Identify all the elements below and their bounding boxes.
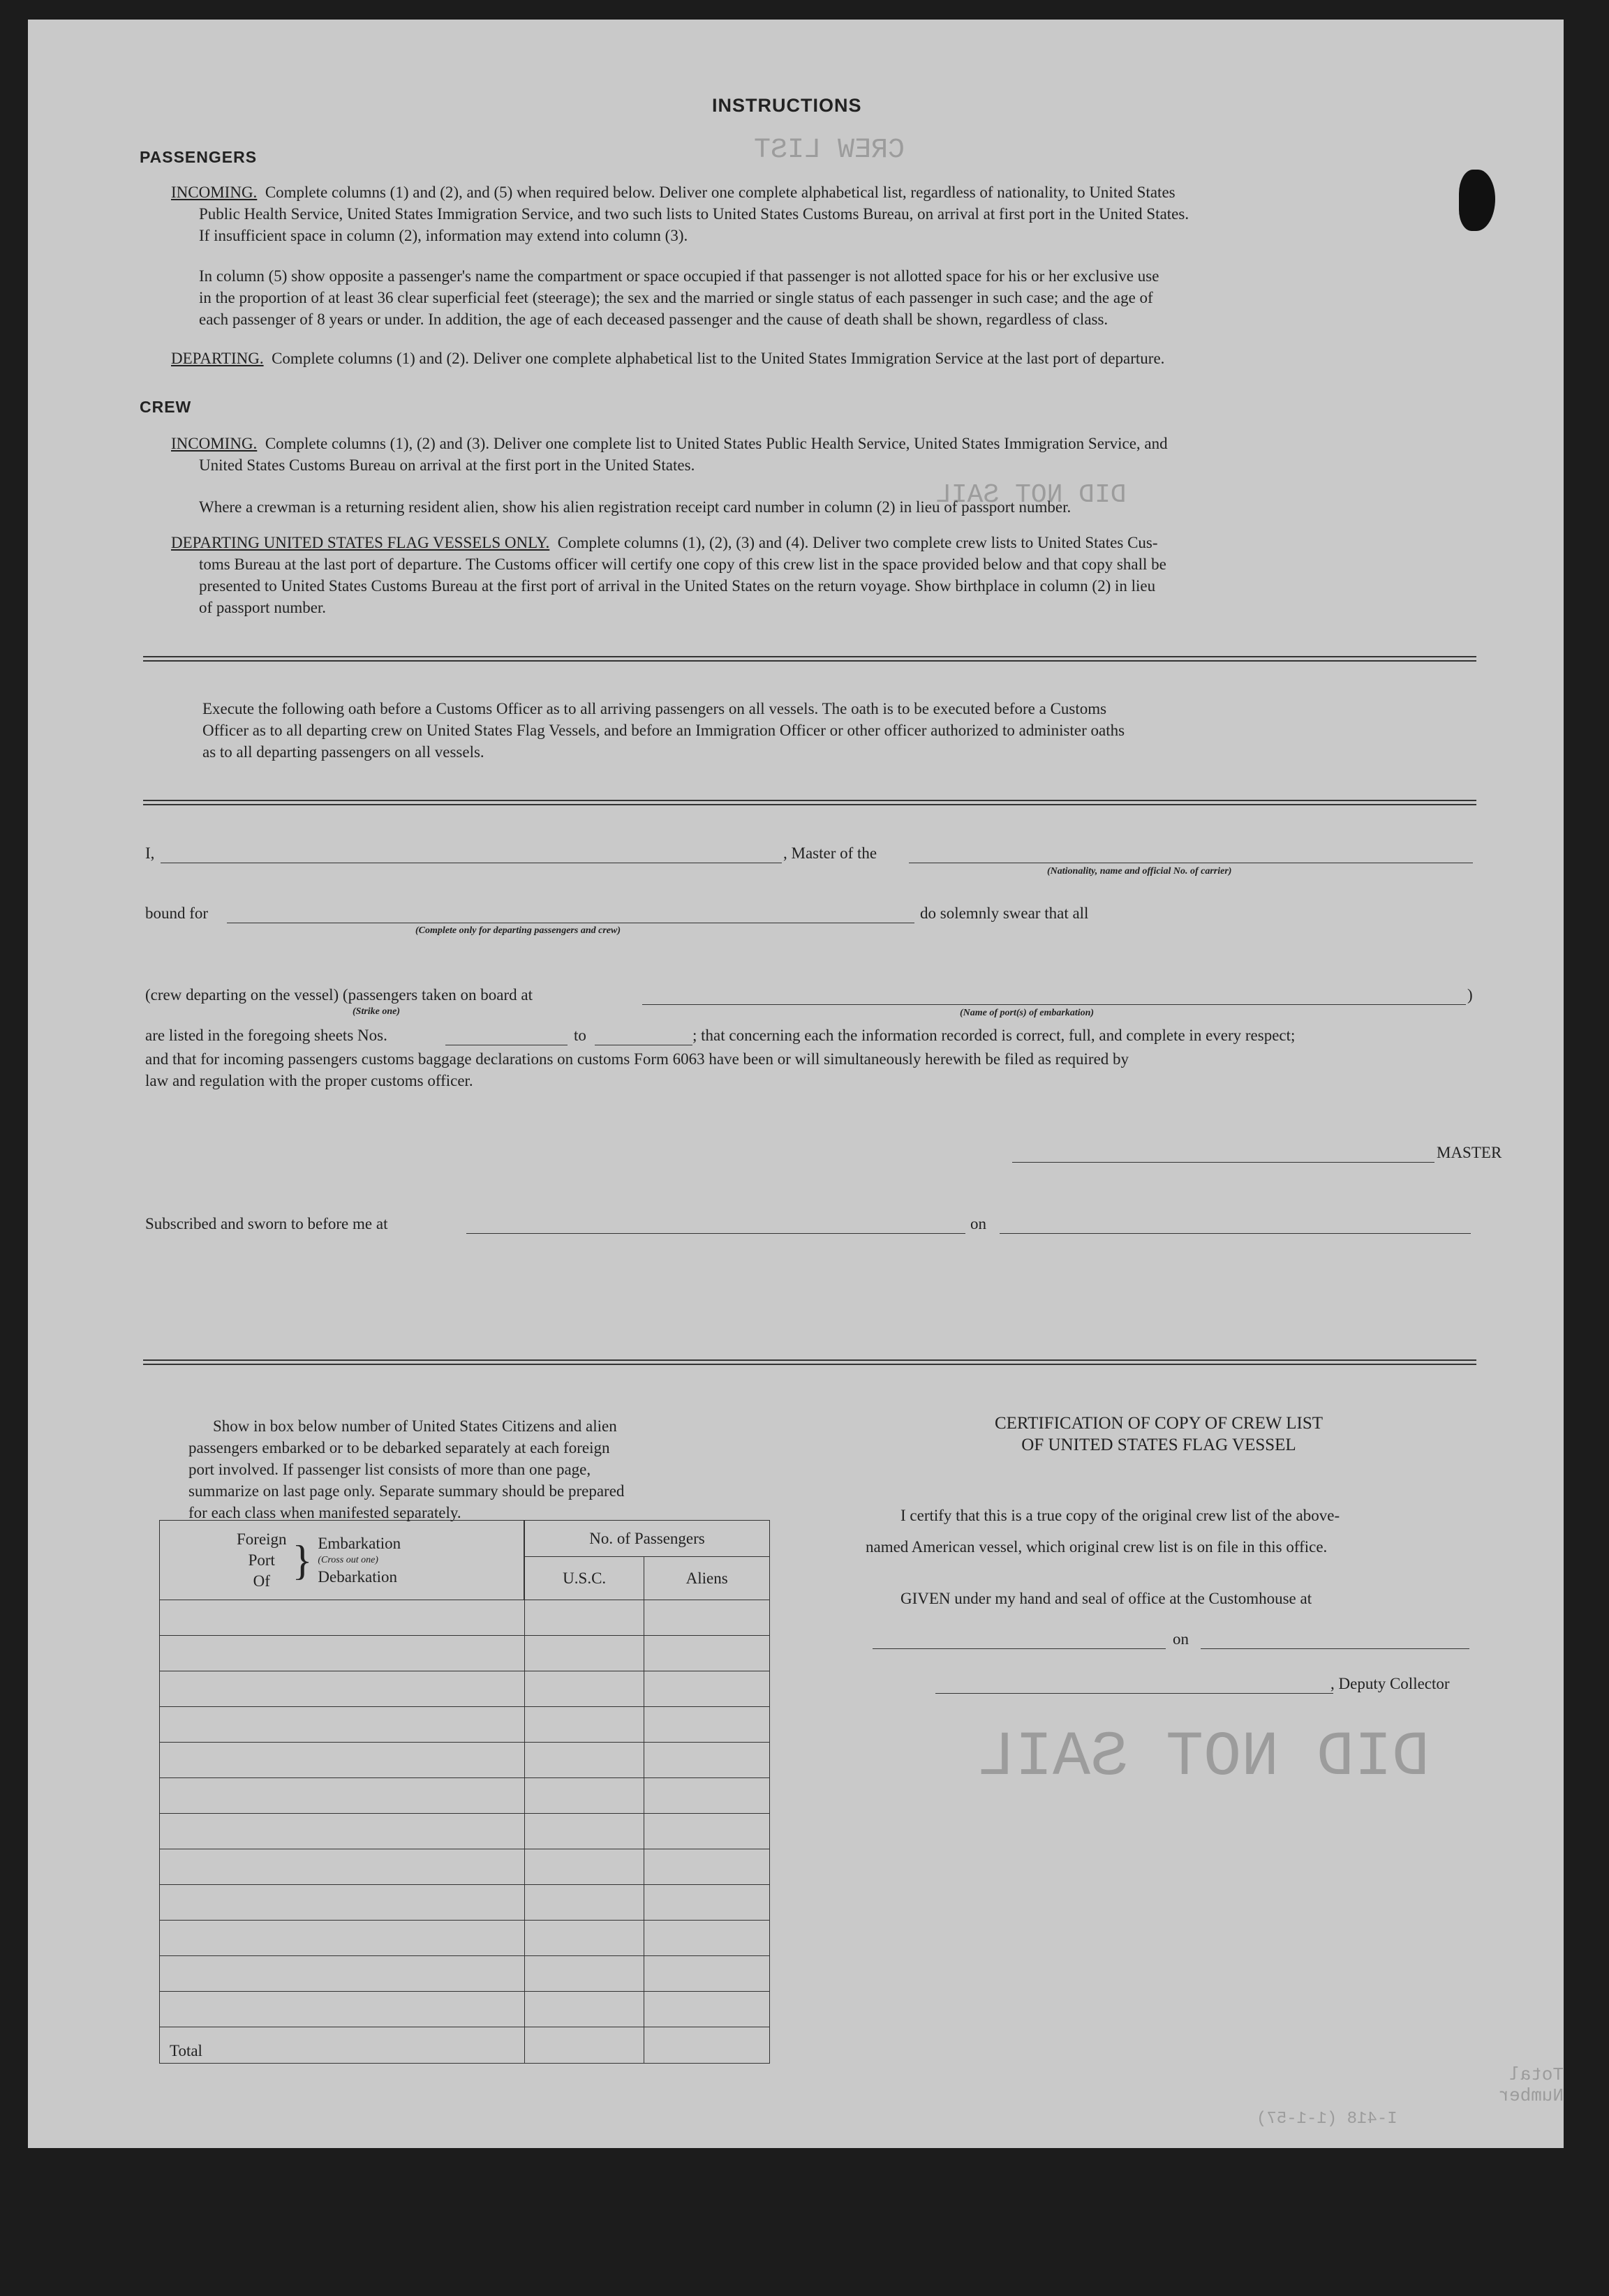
- cert-on-label: on: [1173, 1630, 1189, 1648]
- certification-text: [866, 1505, 1494, 1558]
- crew-incoming-label: INCOMING.: [171, 435, 258, 452]
- deputy-collector-signature-field[interactable]: [935, 1693, 1333, 1694]
- brace-glyph: }: [292, 1537, 313, 1583]
- port-cell[interactable]: [160, 1671, 525, 1707]
- crew-heading: CREW: [140, 398, 192, 416]
- port-cell[interactable]: [160, 1921, 525, 1956]
- customhouse-field[interactable]: [873, 1648, 1166, 1649]
- text-line: for each class when manifested separately.: [188, 1504, 461, 1521]
- table-row: [160, 1921, 770, 1956]
- header-text: Debarkation: [318, 1567, 398, 1586]
- header-text: Of: [253, 1572, 270, 1590]
- usc-cell[interactable]: [524, 1671, 644, 1707]
- aliens-cell[interactable]: [644, 1956, 770, 1992]
- sworn-date-field[interactable]: [1000, 1233, 1471, 1234]
- aliens-cell[interactable]: [644, 1849, 770, 1885]
- aliens-cell[interactable]: [644, 1671, 770, 1707]
- passengers-incoming-label: INCOMING.: [171, 184, 258, 201]
- text-line: Public Health Service, United States Immigration Service, and two such lists to United States Customs Bureau, on arrival at first port in the United States.: [199, 205, 1189, 223]
- usc-cell[interactable]: [524, 1885, 644, 1921]
- cert-date-field[interactable]: [1201, 1648, 1469, 1649]
- text-line: presented to United States Customs Bureau at the first port of arrival in the United States on the return voyage. Show birthplace in column (2) in lieu: [199, 577, 1156, 595]
- usc-cell[interactable]: [524, 1921, 644, 1956]
- crew-departing-text: (crew departing on the vessel) (passengers taken on board at: [145, 986, 533, 1004]
- text-line: Officer as to all departing crew on United States Flag Vessels, and before an Immigration Officer or other officer authorized to administer oaths: [202, 722, 1125, 739]
- text-line: Complete columns (1), (2), (3) and (4). Deliver two complete crew lists to United States Cus-: [557, 534, 1158, 551]
- port-cell[interactable]: [160, 1778, 525, 1814]
- bleed-through-mark: DID NOT SAIL: [977, 1722, 1430, 1794]
- table-row: [160, 1885, 770, 1921]
- passenger-summary-table: [159, 1520, 770, 2064]
- oath-instructions: [202, 698, 1445, 763]
- master-label: MASTER: [1437, 1144, 1502, 1161]
- table-row: [160, 1636, 770, 1671]
- carrier-note: (Nationality, name and official No. of carrier): [1047, 866, 1232, 877]
- header-text: Embarkation: [318, 1534, 401, 1552]
- aliens-cell[interactable]: [644, 1707, 770, 1743]
- given-text: GIVEN under my hand and seal of office at the Customhouse at: [900, 1590, 1312, 1607]
- baggage-declaration: [145, 1048, 1485, 1091]
- text-line: Complete columns (1), (2) and (3). Deliver one complete list to United States Public Health Service, United States Immigration Service, and: [265, 435, 1168, 452]
- strike-note: (Strike one): [353, 1006, 401, 1017]
- text-line: CERTIFICATION OF COPY OF CREW LIST: [994, 1414, 1323, 1433]
- crew-incoming: [171, 433, 1469, 476]
- text-line: Show in box below number of United States Citizens and alien: [213, 1417, 617, 1435]
- page-title: INSTRUCTIONS: [712, 95, 862, 116]
- summary-instructions: [188, 1415, 789, 1523]
- header-text: Port: [248, 1551, 275, 1569]
- port-cell[interactable]: [160, 1743, 525, 1778]
- aliens-cell[interactable]: [644, 1743, 770, 1778]
- bound-for-note: (Complete only for departing passengers and crew): [415, 925, 621, 936]
- text-line: In column (5) show opposite a passenger's name the compartment or space occupied if that passenger is not allotted space for his or her exclusive use: [199, 267, 1159, 285]
- text-line: as to all departing passengers on all vessels.: [202, 743, 484, 761]
- usc-cell[interactable]: [524, 1743, 644, 1778]
- master-signature-field[interactable]: [1012, 1162, 1434, 1163]
- total-row: [160, 2027, 770, 2064]
- text-line: Complete columns (1) and (2). Deliver one complete alphabetical list to the United States Immigration Service at the last port of departure.: [272, 350, 1165, 367]
- cross-out-note: (Cross out one): [318, 1554, 378, 1565]
- usc-cell[interactable]: [524, 1600, 644, 1636]
- deputy-collector-label: , Deputy Collector: [1330, 1675, 1450, 1692]
- text-line: OF UNITED STATES FLAG VESSEL: [1021, 1436, 1296, 1454]
- subscribed-label: Subscribed and sworn to before me at: [145, 1215, 388, 1232]
- aliens-cell[interactable]: [644, 1814, 770, 1849]
- bound-for-label: bound for: [145, 904, 209, 922]
- embarkation-port-field[interactable]: [642, 1004, 1466, 1005]
- aliens-cell[interactable]: [644, 1921, 770, 1956]
- text-line: [171, 181, 1469, 203]
- embark-debark-header: [318, 1533, 401, 1588]
- bleed-through-mark: Total Number: [1498, 2064, 1564, 2106]
- sworn-on-label: on: [970, 1215, 986, 1232]
- form-sheet: [28, 20, 1564, 2148]
- section-divider: [143, 1359, 1476, 1365]
- total-label: Total: [160, 2027, 525, 2064]
- master-of-label: , Master of the: [783, 844, 877, 862]
- port-cell[interactable]: [160, 1885, 525, 1921]
- aliens-cell[interactable]: [644, 1778, 770, 1814]
- usc-cell[interactable]: [524, 1778, 644, 1814]
- oath-i-label: I,: [145, 844, 155, 862]
- aliens-header: Aliens: [644, 1557, 770, 1600]
- section-divider: [143, 656, 1476, 662]
- aliens-total-cell[interactable]: [644, 2027, 770, 2064]
- table-row: [160, 1992, 770, 2027]
- text-line: toms Bureau at the last port of departure. The Customs officer will certify one copy of this crew list in the space provided below and that copy shall be: [199, 556, 1166, 573]
- crew-resident-alien-note: Where a crewman is a returning resident alien, show his alien registration receipt card number in column (2) in lieu of passport number.: [199, 498, 1072, 516]
- table-row: [160, 1778, 770, 1814]
- usc-header: U.S.C.: [524, 1557, 644, 1600]
- passengers-departing: [171, 348, 1483, 369]
- text-line: I certify that this is a true copy of the original crew list of the above-: [900, 1507, 1340, 1524]
- certification-title: [900, 1412, 1417, 1456]
- bleed-through-mark: DID NOT SAIL: [935, 480, 1127, 510]
- close-paren: ): [1467, 986, 1473, 1004]
- passengers-heading: PASSENGERS: [140, 148, 258, 166]
- listed-label: are listed in the foregoing sheets Nos.: [145, 1027, 387, 1044]
- swear-text: do solemnly swear that all: [920, 904, 1089, 922]
- text-line: summarize on last page only. Separate summary should be prepared: [188, 1482, 625, 1500]
- usc-cell[interactable]: [524, 1849, 644, 1885]
- bleed-through-mark: CREW LIST: [754, 135, 905, 166]
- text-line: named American vessel, which original crew list is on file in this office.: [866, 1538, 1328, 1556]
- passengers-departing-label: DEPARTING.: [171, 350, 264, 367]
- crew-departing-label: DEPARTING UNITED STATES FLAG VESSELS ONLY.: [171, 534, 550, 551]
- port-cell[interactable]: [160, 1956, 525, 1992]
- embarkation-note: (Name of port(s) of embarkation): [960, 1008, 1095, 1018]
- aliens-cell[interactable]: [644, 1992, 770, 2027]
- listed-text: ; that concerning each the information recorded is correct, full, and complete in every respect;: [692, 1027, 1296, 1044]
- text-line: Execute the following oath before a Customs Officer as to all arriving passengers on all vessels. The oath is to be executed before a Customs: [202, 700, 1107, 717]
- foreign-port-of-header: [237, 1529, 287, 1592]
- passengers-column5-note: [199, 265, 1469, 330]
- port-cell[interactable]: [160, 1600, 525, 1636]
- section-divider: [143, 800, 1476, 805]
- port-cell[interactable]: [160, 1707, 525, 1743]
- text-line: of passport number.: [199, 599, 327, 616]
- header-text: Foreign: [237, 1530, 287, 1548]
- passengers-incoming: [171, 181, 1469, 246]
- text-line: in the proportion of at least 36 clear superficial feet (steerage); the sex and the married or single status of each passenger in such case; and the age of: [199, 289, 1153, 306]
- usc-total-cell[interactable]: [524, 2027, 644, 2064]
- text-line: and that for incoming passengers customs baggage declarations on customs Form 6063 have been or will simultaneously herewith be filed as required by: [145, 1050, 1129, 1068]
- port-cell[interactable]: [160, 1636, 525, 1671]
- text-line: port involved. If passenger list consists of more than one page,: [188, 1461, 591, 1478]
- table-row: [160, 1956, 770, 1992]
- aliens-cell[interactable]: [644, 1636, 770, 1671]
- aliens-cell[interactable]: [644, 1600, 770, 1636]
- crew-departing-flag-vessels: [171, 532, 1483, 618]
- text-line: If insufficient space in column (2), information may extend into column (3).: [199, 227, 688, 244]
- usc-cell[interactable]: [524, 1636, 644, 1671]
- usc-cell[interactable]: [524, 1956, 644, 1992]
- text-line: Complete columns (1) and (2), and (5) when required below. Deliver one complete alphabetical list, regardless of nationality, to United States: [265, 184, 1176, 201]
- text-line: [171, 433, 1469, 454]
- text-line: passengers embarked or to be debarked separately at each foreign: [188, 1439, 610, 1456]
- port-cell[interactable]: [160, 1849, 525, 1885]
- table-header-row: [160, 1521, 770, 1557]
- to-label: to: [574, 1027, 586, 1044]
- port-cell[interactable]: [160, 1992, 525, 2027]
- port-cell[interactable]: [160, 1814, 525, 1849]
- text-line: [171, 532, 1483, 553]
- text-line: each passenger of 8 years or under. In addition, the age of each deceased passenger and the cause of death shall be shown, regardless of class.: [199, 311, 1108, 328]
- no-passengers-header: No. of Passengers: [524, 1521, 769, 1557]
- table-row: [160, 1671, 770, 1707]
- bleed-through-mark: I-418 (1-1-57): [1256, 2110, 1397, 2129]
- table-row: [160, 1814, 770, 1849]
- text-line: law and regulation with the proper customs officer.: [145, 1072, 473, 1089]
- table-row: [160, 1849, 770, 1885]
- usc-cell[interactable]: [524, 1814, 644, 1849]
- text-line: United States Customs Bureau on arrival at the first port in the United States.: [199, 456, 695, 474]
- table-row: [160, 1707, 770, 1743]
- aliens-cell[interactable]: [644, 1885, 770, 1921]
- usc-cell[interactable]: [524, 1707, 644, 1743]
- port-header-cell: [160, 1521, 525, 1600]
- sworn-place-field[interactable]: [466, 1233, 965, 1234]
- usc-cell[interactable]: [524, 1992, 644, 2027]
- table-row: [160, 1743, 770, 1778]
- table-row: [160, 1600, 770, 1636]
